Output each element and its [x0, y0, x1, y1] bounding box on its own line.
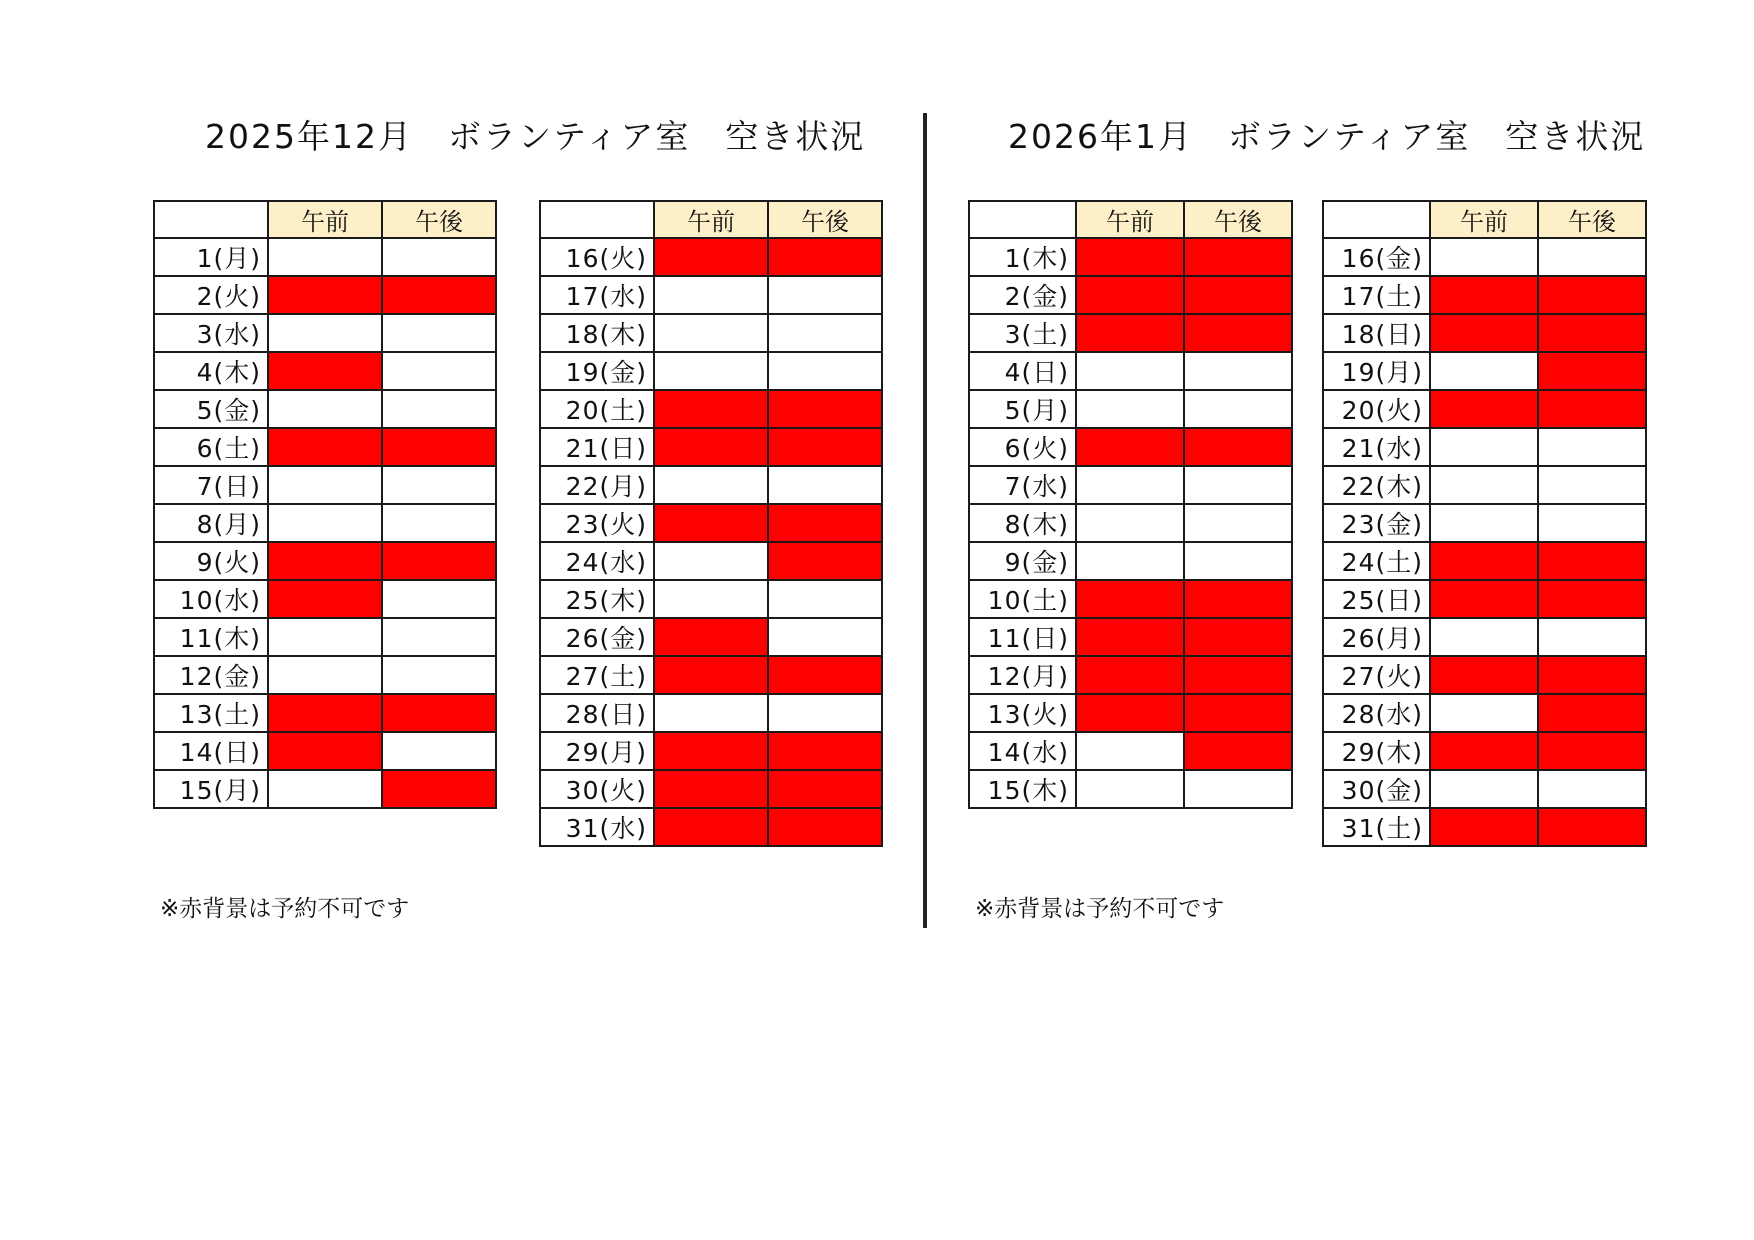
am-slot-unavailable: [654, 504, 768, 542]
pm-slot-unavailable: [1538, 276, 1646, 314]
day-label: 4(木): [154, 352, 268, 390]
am-slot-available: [1076, 542, 1184, 580]
pm-slot-unavailable: [1184, 732, 1292, 770]
day-label: 9(金): [969, 542, 1076, 580]
am-slot-unavailable: [1430, 656, 1538, 694]
am-slot-available: [268, 656, 382, 694]
am-slot-available: [1430, 428, 1538, 466]
pm-slot-available: [1538, 428, 1646, 466]
table-row: [1323, 390, 1646, 428]
pm-slot-available: [1184, 542, 1292, 580]
am-slot-available: [268, 618, 382, 656]
pm-slot-unavailable: [768, 732, 882, 770]
am-slot-unavailable: [268, 352, 382, 390]
am-slot-available: [654, 466, 768, 504]
pm-slot-unavailable: [1538, 656, 1646, 694]
am-slot-available: [268, 314, 382, 352]
am-slot-unavailable: [1430, 580, 1538, 618]
table-row: [969, 504, 1292, 542]
day-label: 19(月): [1323, 352, 1430, 390]
am-slot-available: [268, 770, 382, 808]
am-slot-available: [268, 238, 382, 276]
table-row: [540, 352, 882, 390]
table-row: [154, 238, 496, 276]
day-label: 3(水): [154, 314, 268, 352]
table-row: [540, 390, 882, 428]
table-row: [540, 428, 882, 466]
pm-slot-available: [382, 618, 496, 656]
am-slot-unavailable: [1076, 694, 1184, 732]
pm-slot-unavailable: [1538, 732, 1646, 770]
am-slot-unavailable: [1430, 390, 1538, 428]
table-row: [154, 580, 496, 618]
am-slot-available: [1076, 390, 1184, 428]
am-slot-unavailable: [654, 656, 768, 694]
am-slot-unavailable: [1430, 808, 1538, 846]
am-slot-available: [654, 276, 768, 314]
pm-slot-unavailable: [768, 808, 882, 846]
pm-slot-unavailable: [1538, 390, 1646, 428]
day-label: 5(金): [154, 390, 268, 428]
day-label: 1(木): [969, 238, 1076, 276]
day-label: 22(月): [540, 466, 654, 504]
pm-slot-unavailable: [382, 770, 496, 808]
table-row: [154, 314, 496, 352]
table-row: [1323, 808, 1646, 846]
table-row: [540, 314, 882, 352]
day-label: 21(水): [1323, 428, 1430, 466]
header-am: 午前: [268, 201, 382, 238]
table-row: [1323, 504, 1646, 542]
pm-slot-available: [382, 352, 496, 390]
day-label: 27(火): [1323, 656, 1430, 694]
header-pm: 午後: [382, 201, 496, 238]
table-row: [154, 504, 496, 542]
day-label: 29(木): [1323, 732, 1430, 770]
pm-slot-unavailable: [1538, 542, 1646, 580]
am-slot-available: [1430, 466, 1538, 504]
pm-slot-unavailable: [382, 428, 496, 466]
pm-slot-unavailable: [1538, 694, 1646, 732]
table-row: [154, 618, 496, 656]
am-slot-available: [654, 580, 768, 618]
header-am: 午前: [1076, 201, 1184, 238]
table-row: [154, 390, 496, 428]
table-row: [969, 694, 1292, 732]
table-row: [154, 732, 496, 770]
pm-slot-unavailable: [382, 276, 496, 314]
day-label: 12(月): [969, 656, 1076, 694]
pm-slot-unavailable: [1184, 428, 1292, 466]
table-row: [969, 352, 1292, 390]
table-row: [969, 428, 1292, 466]
am-slot-available: [1076, 352, 1184, 390]
day-label: 7(日): [154, 466, 268, 504]
pm-slot-unavailable: [1538, 808, 1646, 846]
table-row: [1323, 656, 1646, 694]
day-label: 18(木): [540, 314, 654, 352]
pm-slot-available: [382, 390, 496, 428]
am-slot-unavailable: [1076, 314, 1184, 352]
table-row: [540, 808, 882, 846]
am-slot-available: [1076, 732, 1184, 770]
pm-slot-unavailable: [1184, 238, 1292, 276]
table-row: [154, 428, 496, 466]
day-label: 31(水): [540, 808, 654, 846]
pm-slot-available: [1538, 238, 1646, 276]
header-pm: 午後: [1184, 201, 1292, 238]
pm-slot-unavailable: [1184, 656, 1292, 694]
day-label: 26(金): [540, 618, 654, 656]
am-slot-available: [1430, 504, 1538, 542]
day-label: 24(土): [1323, 542, 1430, 580]
table-row: [969, 618, 1292, 656]
pm-slot-unavailable: [1184, 694, 1292, 732]
pm-slot-unavailable: [768, 428, 882, 466]
day-label: 20(火): [1323, 390, 1430, 428]
pm-slot-available: [1184, 466, 1292, 504]
day-label: 24(水): [540, 542, 654, 580]
table-row: [1323, 314, 1646, 352]
day-label: 11(木): [154, 618, 268, 656]
pm-slot-available: [768, 466, 882, 504]
am-slot-available: [1430, 770, 1538, 808]
table-row: [1323, 276, 1646, 314]
table-row: [969, 580, 1292, 618]
table-row: [154, 276, 496, 314]
day-label: 17(土): [1323, 276, 1430, 314]
am-slot-available: [1076, 466, 1184, 504]
table-row: [969, 276, 1292, 314]
am-slot-available: [268, 504, 382, 542]
pm-slot-unavailable: [1184, 618, 1292, 656]
pm-slot-unavailable: [768, 542, 882, 580]
table-row: [540, 276, 882, 314]
day-label: 11(日): [969, 618, 1076, 656]
am-slot-unavailable: [268, 580, 382, 618]
pm-slot-available: [1538, 466, 1646, 504]
pm-slot-unavailable: [768, 504, 882, 542]
day-label: 18(日): [1323, 314, 1430, 352]
table-row: [1323, 618, 1646, 656]
day-label: 16(火): [540, 238, 654, 276]
page-title-jan-2026: 2026年1月 ボランティア室 空き状況: [1008, 117, 1646, 156]
table-row: [540, 580, 882, 618]
am-slot-unavailable: [654, 808, 768, 846]
am-slot-available: [1430, 694, 1538, 732]
day-label: 2(金): [969, 276, 1076, 314]
am-slot-unavailable: [1076, 618, 1184, 656]
schedule-table-jan-second-half: [1322, 200, 1647, 847]
day-label: 23(金): [1323, 504, 1430, 542]
day-label: 7(水): [969, 466, 1076, 504]
pm-slot-available: [382, 504, 496, 542]
day-label: 19(金): [540, 352, 654, 390]
table-row: [1323, 732, 1646, 770]
table-row: [1323, 352, 1646, 390]
table-row: [154, 656, 496, 694]
pm-slot-unavailable: [382, 542, 496, 580]
pm-slot-unavailable: [1538, 314, 1646, 352]
pm-slot-available: [382, 580, 496, 618]
am-slot-unavailable: [268, 428, 382, 466]
table-row: [1323, 238, 1646, 276]
am-slot-unavailable: [654, 428, 768, 466]
am-slot-unavailable: [268, 694, 382, 732]
day-label: 26(月): [1323, 618, 1430, 656]
am-slot-available: [1430, 618, 1538, 656]
table-row: [1323, 466, 1646, 504]
page-title-dec-2025: 2025年12月 ボランティア室 空き状況: [205, 117, 866, 156]
am-slot-unavailable: [268, 276, 382, 314]
day-label: 1(月): [154, 238, 268, 276]
pm-slot-available: [382, 466, 496, 504]
day-label: 16(金): [1323, 238, 1430, 276]
pm-slot-available: [382, 238, 496, 276]
day-label: 4(日): [969, 352, 1076, 390]
header-blank-cell: [154, 201, 268, 238]
day-label: 23(火): [540, 504, 654, 542]
day-label: 3(土): [969, 314, 1076, 352]
am-slot-unavailable: [1076, 428, 1184, 466]
am-slot-available: [1076, 770, 1184, 808]
day-label: 5(月): [969, 390, 1076, 428]
am-slot-available: [654, 694, 768, 732]
am-slot-unavailable: [1430, 314, 1538, 352]
am-slot-unavailable: [1076, 656, 1184, 694]
table-row: [540, 732, 882, 770]
header-blank-cell: [1323, 201, 1430, 238]
day-label: 30(金): [1323, 770, 1430, 808]
header-am: 午前: [654, 201, 768, 238]
header-am: 午前: [1430, 201, 1538, 238]
table-row: [969, 732, 1292, 770]
day-label: 25(日): [1323, 580, 1430, 618]
pm-slot-unavailable: [768, 238, 882, 276]
am-slot-unavailable: [1076, 580, 1184, 618]
pm-slot-available: [768, 580, 882, 618]
table-row: [540, 694, 882, 732]
table-row: [154, 542, 496, 580]
day-label: 14(日): [154, 732, 268, 770]
am-slot-available: [268, 466, 382, 504]
pm-slot-available: [1538, 504, 1646, 542]
header-blank-cell: [540, 201, 654, 238]
table-row: [154, 352, 496, 390]
pm-slot-available: [768, 694, 882, 732]
pm-slot-available: [1538, 770, 1646, 808]
legend-note-jan: ※赤背景は予約不可です: [975, 896, 1225, 922]
pm-slot-unavailable: [1184, 580, 1292, 618]
table-row: [969, 542, 1292, 580]
pm-slot-available: [1538, 618, 1646, 656]
table-row: [969, 656, 1292, 694]
pm-slot-unavailable: [768, 390, 882, 428]
month-divider: [923, 113, 927, 928]
day-label: 13(土): [154, 694, 268, 732]
day-label: 30(火): [540, 770, 654, 808]
am-slot-unavailable: [654, 390, 768, 428]
legend-note-dec: ※赤背景は予約不可です: [160, 896, 410, 922]
day-label: 6(土): [154, 428, 268, 466]
day-label: 28(日): [540, 694, 654, 732]
am-slot-available: [654, 542, 768, 580]
day-label: 10(土): [969, 580, 1076, 618]
pm-slot-available: [1184, 390, 1292, 428]
table-row: [154, 466, 496, 504]
table-row: [969, 390, 1292, 428]
am-slot-available: [1076, 504, 1184, 542]
am-slot-available: [1430, 238, 1538, 276]
table-row: [969, 466, 1292, 504]
pm-slot-available: [768, 276, 882, 314]
table-row: [154, 694, 496, 732]
table-row: [969, 238, 1292, 276]
am-slot-unavailable: [1430, 542, 1538, 580]
pm-slot-available: [768, 618, 882, 656]
schedule-table-jan-first-half: [968, 200, 1293, 809]
table-row: [154, 770, 496, 808]
day-label: 17(水): [540, 276, 654, 314]
pm-slot-unavailable: [382, 694, 496, 732]
am-slot-unavailable: [268, 542, 382, 580]
am-slot-available: [654, 314, 768, 352]
day-label: 22(木): [1323, 466, 1430, 504]
day-label: 10(水): [154, 580, 268, 618]
day-label: 9(火): [154, 542, 268, 580]
am-slot-available: [268, 390, 382, 428]
schedule-table-dec-first-half: [153, 200, 497, 809]
day-label: 15(月): [154, 770, 268, 808]
day-label: 8(木): [969, 504, 1076, 542]
am-slot-unavailable: [1430, 732, 1538, 770]
table-row: [540, 770, 882, 808]
table-row: [540, 504, 882, 542]
table-row: [540, 466, 882, 504]
day-label: 12(金): [154, 656, 268, 694]
pm-slot-unavailable: [768, 770, 882, 808]
day-label: 28(水): [1323, 694, 1430, 732]
table-row: [540, 656, 882, 694]
pm-slot-unavailable: [1538, 352, 1646, 390]
am-slot-unavailable: [268, 732, 382, 770]
am-slot-available: [654, 352, 768, 390]
pm-slot-available: [382, 314, 496, 352]
day-label: 27(土): [540, 656, 654, 694]
pm-slot-available: [768, 314, 882, 352]
pm-slot-available: [382, 732, 496, 770]
pm-slot-unavailable: [768, 656, 882, 694]
header-blank-cell: [969, 201, 1076, 238]
am-slot-unavailable: [1076, 238, 1184, 276]
table-row: [540, 238, 882, 276]
day-label: 31(土): [1323, 808, 1430, 846]
table-row: [540, 542, 882, 580]
day-label: 2(火): [154, 276, 268, 314]
table-row: [1323, 428, 1646, 466]
header-pm: 午後: [1538, 201, 1646, 238]
day-label: 8(月): [154, 504, 268, 542]
pm-slot-available: [1184, 770, 1292, 808]
pm-slot-available: [382, 656, 496, 694]
am-slot-available: [1430, 352, 1538, 390]
pm-slot-available: [1184, 504, 1292, 542]
day-label: 6(火): [969, 428, 1076, 466]
table-row: [969, 314, 1292, 352]
table-row: [540, 618, 882, 656]
day-label: 14(水): [969, 732, 1076, 770]
am-slot-unavailable: [654, 732, 768, 770]
day-label: 25(木): [540, 580, 654, 618]
am-slot-unavailable: [1076, 276, 1184, 314]
table-row: [1323, 542, 1646, 580]
day-label: 21(日): [540, 428, 654, 466]
day-label: 29(月): [540, 732, 654, 770]
day-label: 20(土): [540, 390, 654, 428]
table-row: [969, 770, 1292, 808]
schedule-table-dec-second-half: [539, 200, 883, 847]
pm-slot-available: [768, 352, 882, 390]
pm-slot-available: [1184, 352, 1292, 390]
header-pm: 午後: [768, 201, 882, 238]
am-slot-unavailable: [654, 770, 768, 808]
am-slot-unavailable: [654, 238, 768, 276]
table-row: [1323, 694, 1646, 732]
table-row: [1323, 580, 1646, 618]
day-label: 15(木): [969, 770, 1076, 808]
am-slot-unavailable: [1430, 276, 1538, 314]
pm-slot-unavailable: [1184, 314, 1292, 352]
pm-slot-unavailable: [1184, 276, 1292, 314]
pm-slot-unavailable: [1538, 580, 1646, 618]
am-slot-unavailable: [654, 618, 768, 656]
table-row: [1323, 770, 1646, 808]
day-label: 13(火): [969, 694, 1076, 732]
